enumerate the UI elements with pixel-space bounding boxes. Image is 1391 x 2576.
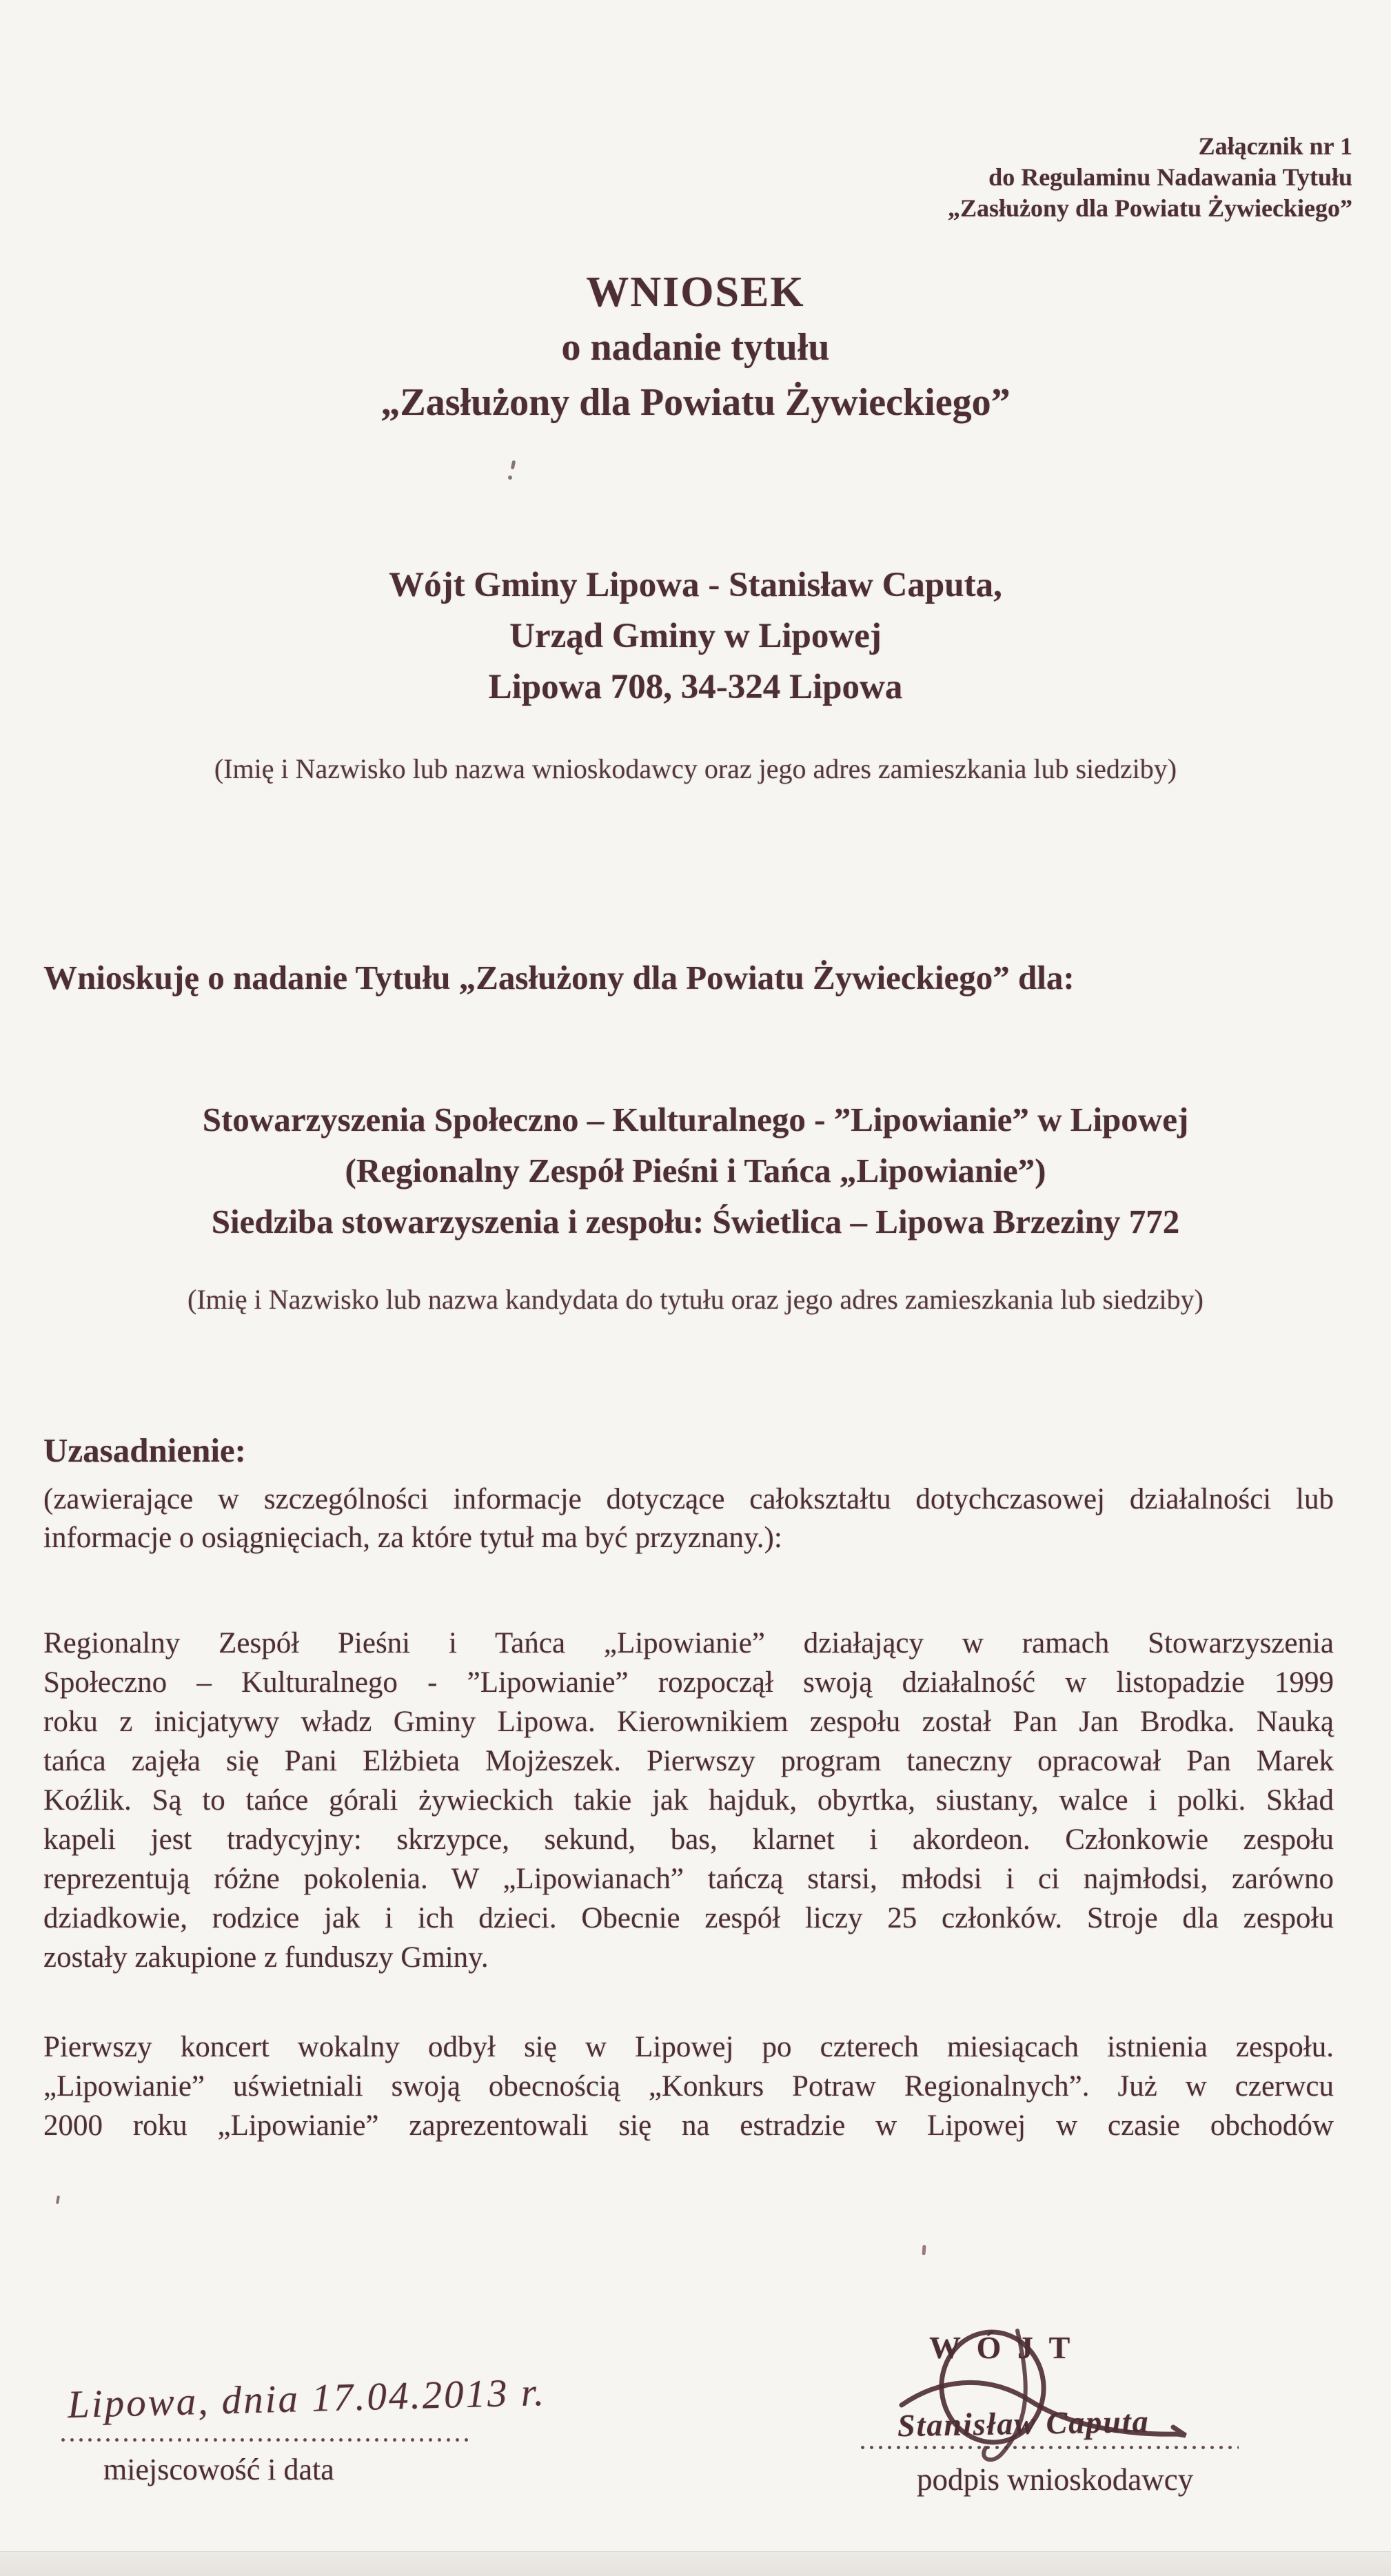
signature-dotted-line <box>858 2445 1239 2450</box>
candidate-line-1: Stowarzyszenia Społeczno – Kulturalnego - ”Lipowianie” w Lipowej <box>202 1101 1189 1138</box>
paragraph-1-line-2: Społeczno – Kulturalnego - ”Lipowianie” rozpoczął swoją działalność w listopadzie 1999 <box>43 1666 1334 1699</box>
paragraph-1-line-6: kapeli jest tradycyjny: skrzypce, sekund, bas, klarnet i akordeon. Członkowie zespołu <box>43 1823 1334 1856</box>
justification-paragraph-2 <box>43 2027 1334 2145</box>
mayor-stamp-title: W Ó J T <box>929 2330 1075 2365</box>
scan-speck <box>511 460 516 470</box>
paragraph-1-line-4: tańca zajęła się Pani Elżbieta Mojżeszek. Pierwszy program taneczny opracował Pan Marek <box>43 1745 1334 1777</box>
paragraph-1-line-3: roku z inicjatywy władz Gminy Lipowa. Kierownikiem zespołu został Pan Jan Brodka. Nauką <box>43 1706 1334 1738</box>
scan-speck <box>508 476 512 480</box>
candidate-caption: (Imię i Nazwisko lub nazwa kandydata do tytułu oraz jego adres zamieszkania lub siedziby) <box>187 1284 1204 1315</box>
paragraph-1-line-7: reprezentują różne pokolenia. W „Lipowianach” tańczą starsi, młodsi i ci najmłodsi, zarówno <box>43 1863 1334 1895</box>
applicant-line-1: Wójt Gminy Lipowa - Stanisław Caputa, <box>389 566 1002 604</box>
justification-paragraph-1 <box>43 1624 1334 1977</box>
applicant-line-3: Lipowa 708, 34-324 Lipowa <box>488 668 903 706</box>
applicant-block <box>0 560 1391 713</box>
paragraph-2-line-2: „Lipowianie” uświetniali swoją obecnością „Konkurs Potraw Regionalnych”. Już w czerwcu <box>43 2070 1334 2103</box>
justification-note <box>43 1480 1334 1557</box>
place-date-dotted-line <box>59 2437 472 2442</box>
scan-bottom-edge <box>0 2551 1391 2576</box>
main-title-line-2: o nadanie tytułu <box>561 326 830 369</box>
justification-note-line-1: (zawierające w szczególności informacje dotyczące całokształtu dotychczasowej działalności lub <box>43 1483 1334 1515</box>
applicant-caption: (Imię i Nazwisko lub nazwa wnioskodawcy oraz jego adres zamieszkania lub siedziby) <box>214 753 1177 784</box>
place-date-handwriting: Lipowa, dnia 17.04.2013 r. <box>67 2370 547 2427</box>
paragraph-1-line-9: zostały zakupione z funduszy Gminy. <box>43 1941 489 1974</box>
candidate-block <box>0 1094 1391 1247</box>
candidate-line-3: Siedziba stowarzyszenia i zespołu: Świetlica – Lipowa Brzeziny 772 <box>211 1203 1180 1240</box>
paragraph-1-line-1: Regionalny Zespół Pieśni i Tańca „Lipowianie” działający w ramach Stowarzyszenia <box>43 1627 1334 1659</box>
mayor-stamp-name: Stanisław Caputa <box>897 2403 1150 2444</box>
scan-speck <box>922 2245 926 2255</box>
paragraph-1-line-8: dziadkowie, rodzice jak i ich dzieci. Obecnie zespół liczy 25 członków. Stroje dla zespołu <box>43 1902 1334 1934</box>
attachment-note-line-3: „Zasłużony dla Powiatu Żywieckiego” <box>947 194 1352 222</box>
signature-scribble-icon <box>889 2317 1213 2475</box>
paragraph-2-line-3: 2000 roku „Lipowianie” zaprezentowali się na estradzie w Lipowej w czasie obchodów <box>43 2109 1334 2142</box>
attachment-note-line-1: Załącznik nr 1 <box>1198 132 1352 160</box>
attachment-note <box>948 131 1352 224</box>
scan-speck <box>56 2196 60 2205</box>
candidate-line-2: (Regionalny Zespół Pieśni i Tańca „Lipowianie”) <box>345 1152 1046 1189</box>
main-title <box>0 265 1391 430</box>
main-title-line-3: „Zasłużony dla Powiatu Żywieckiego” <box>380 381 1011 424</box>
paragraph-1-line-5: Koźlik. Są to tańce górali żywieckich takie jak hajduk, obyrtka, siustany, walce i polki. Skład <box>43 1784 1334 1817</box>
justification-note-line-2: informacje o osiągnięciach, za które tytuł ma być przyznany.): <box>43 1522 782 1554</box>
place-date-label: miejscowość i data <box>103 2453 334 2486</box>
signature-label: podpis wnioskodawcy <box>917 2462 1194 2497</box>
request-line: Wnioskuję o nadanie Tytułu „Zasłużony dla Powiatu Żywieckiego” dla: <box>43 959 1075 996</box>
main-title-line-1: WNIOSEK <box>586 269 805 316</box>
applicant-line-2: Urząd Gminy w Lipowej <box>509 617 882 655</box>
justification-heading: Uzasadnienie: <box>43 1431 246 1469</box>
paragraph-2-line-1: Pierwszy koncert wokalny odbył się w Lipowej po czterech miesiącach istnienia zespołu. <box>43 2031 1334 2063</box>
attachment-note-line-2: do Regulaminu Nadawania Tytułu <box>988 163 1352 191</box>
